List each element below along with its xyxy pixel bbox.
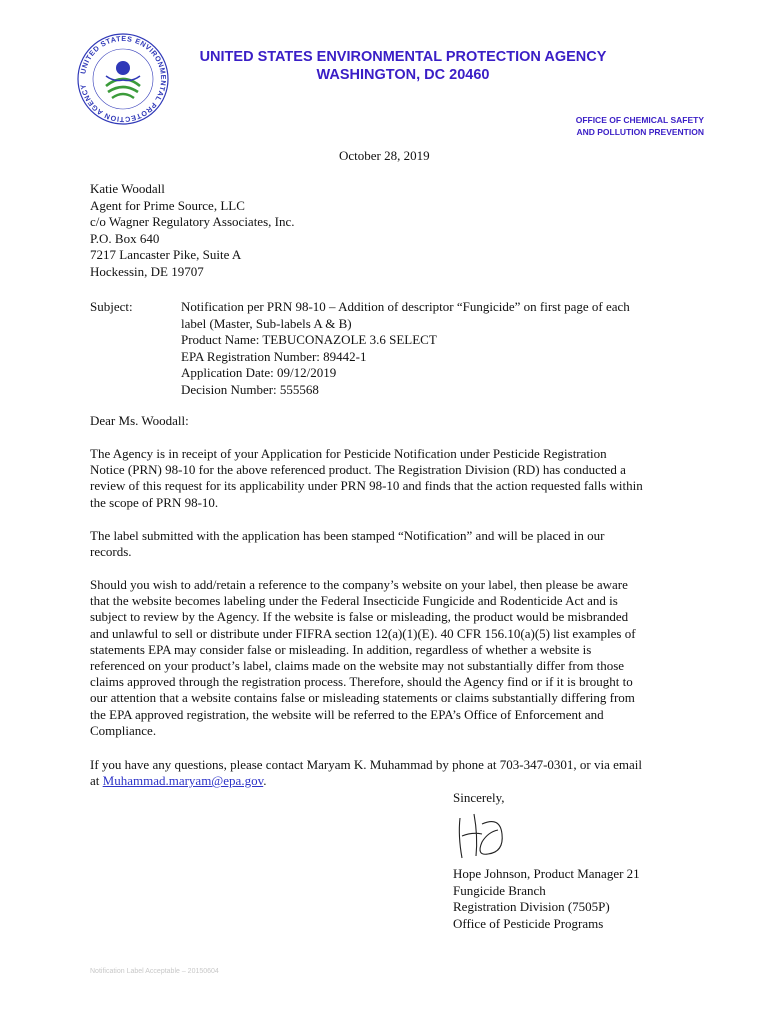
subject-label: Subject: xyxy=(90,299,133,314)
paragraph-line: claims approved through the registration process. Therefore, should the Agency find or if it is brought to xyxy=(90,674,633,690)
recipient-line: Agent for Prime Source, LLC xyxy=(90,197,245,213)
epa-seal-logo xyxy=(76,32,170,126)
letter-date: October 28, 2019 xyxy=(339,148,430,163)
paragraph-line: review of this request for its applicability under PRN 98-10 and finds that the action requested falls within xyxy=(90,478,643,494)
recipient-line: P.O. Box 640 xyxy=(90,230,160,246)
seal-text: UNITED STATES ENVIRONMENTAL PROTECTION AGENCY xyxy=(78,33,169,125)
paragraph-line: subject to review by the Agency. If the website is false or misleading, the product would be misbranded xyxy=(90,609,629,625)
body-paragraph-4 xyxy=(90,757,690,789)
handwritten-signature xyxy=(452,806,512,866)
agency-name: UNITED STATES ENVIRONMENTAL PROTECTION AGENCY xyxy=(199,49,607,65)
paragraph-line: The label submitted with the application has been stamped “Notification” and will be placed in our xyxy=(90,528,605,543)
subject-line: EPA Registration Number: 89442-1 xyxy=(181,348,367,364)
body-paragraph-2 xyxy=(90,528,690,560)
recipient-line: 7217 Lancaster Pike, Suite A xyxy=(90,247,242,262)
paragraph-line: Compliance. xyxy=(90,722,157,738)
footer-note: Notification Label Acceptable – 20150604 xyxy=(90,968,219,975)
subject-block xyxy=(181,299,630,398)
signatory-block xyxy=(453,866,640,932)
signatory-line: Office of Pesticide Programs xyxy=(453,915,604,931)
paragraph-line xyxy=(90,773,690,789)
subject-line: Decision Number: 555568 xyxy=(181,381,319,397)
recipient-line: Hockessin, DE 19707 xyxy=(90,263,204,279)
subject-line: Product Name: TEBUCONAZOLE 3.6 SELECT xyxy=(181,332,437,347)
paragraph-line: our attention that a website contains false or misleading statements or claims substantially differing from xyxy=(90,690,635,706)
agency-address: WASHINGTON, DC 20460 xyxy=(316,67,490,83)
paragraph-line: Notice (PRN) 98-10 for the above referenced product. The Registration Division (RD) has conducted a xyxy=(90,462,626,478)
paragraph-line: statements EPA may consider false or misleading. In addition, regardless of whether a website is xyxy=(90,641,592,657)
paragraph-line: the scope of PRN 98-10. xyxy=(90,494,219,510)
office-name-line2: AND POLLUTION PREVENTION xyxy=(576,127,704,137)
signatory-line: Hope Johnson, Product Manager 21 xyxy=(453,866,640,881)
paragraph-line: that the website becomes labeling under the Federal Insecticide Fungicide and Rodenticide Act and is xyxy=(90,593,618,609)
paragraph-text: at xyxy=(90,773,103,789)
recipient-address xyxy=(90,181,295,280)
paragraph-line: If you have any questions, please contact Maryam K. Muhammad by phone at 703-347-0301, or via email xyxy=(90,757,642,772)
office-name-line1: OFFICE OF CHEMICAL SAFETY xyxy=(575,115,704,125)
paragraph-line: the EPA approved registration, the website will be referred to the EPA’s Office of Enforcement and xyxy=(90,706,604,722)
signatory-line: Registration Division (7505P) xyxy=(453,899,610,914)
signatory-line: Fungicide Branch xyxy=(453,882,546,898)
recipient-line: Katie Woodall xyxy=(90,181,165,196)
contact-email-link[interactable]: Muhammad.maryam@epa.gov xyxy=(102,773,264,789)
salutation: Dear Ms. Woodall: xyxy=(90,413,189,428)
recipient-line: c/o Wagner Regulatory Associates, Inc. xyxy=(90,214,295,229)
paragraph-line: Should you wish to add/retain a reference to the company’s website on your label, then please be aware xyxy=(90,577,628,592)
body-paragraph-1 xyxy=(90,446,690,511)
subject-line: label (Master, Sub-labels A & B) xyxy=(181,315,352,331)
subject-line: Notification per PRN 98-10 – Addition of descriptor “Fungicide” on first page of each xyxy=(181,299,630,314)
paragraph-line: and unlawful to sell or distribute under FIFRA section 12(a)(1)(E). 40 CFR 156.10(a)(5) list examples of xyxy=(90,625,636,641)
subject-line: Application Date: 09/12/2019 xyxy=(181,365,337,380)
body-paragraph-3 xyxy=(90,577,690,739)
paragraph-line: referenced on your product’s label, claims made on the website may not substantially differ from those xyxy=(90,658,625,674)
closing: Sincerely, xyxy=(453,790,505,805)
paragraph-line: records. xyxy=(90,544,132,560)
paragraph-line: The Agency is in receipt of your Application for Pesticide Notification under Pesticide Registration xyxy=(90,446,607,461)
paragraph-text: . xyxy=(263,773,267,789)
